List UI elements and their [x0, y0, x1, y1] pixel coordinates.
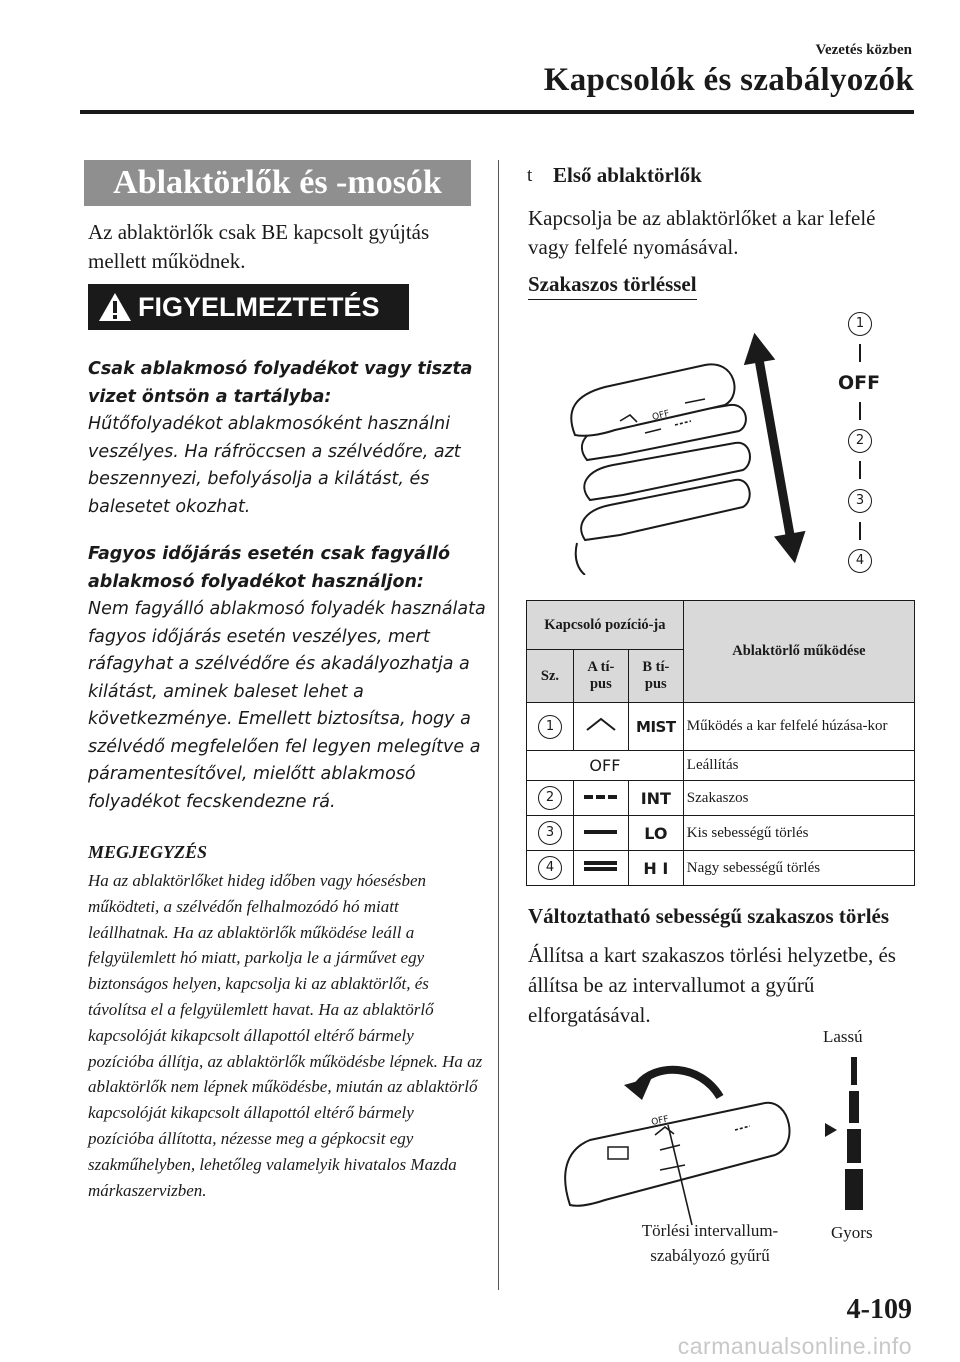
row-number-marker: 4: [538, 856, 562, 880]
type-b-symbol: LO: [628, 816, 683, 851]
row-number-marker: 2: [538, 786, 562, 810]
position-1-marker: 1: [848, 312, 872, 336]
warning-item-2: [88, 541, 488, 816]
intermittent-dashes-icon: [582, 792, 620, 802]
operation-text: Leállítás: [683, 751, 914, 781]
ring-label: Törlési intervallum-szabályozó gyűrű: [641, 1221, 779, 1265]
switch-position-table: [526, 600, 915, 886]
table-header-no: Sz.: [527, 650, 574, 703]
type-b-symbol: H I: [628, 851, 683, 886]
speed-scale-icon: [823, 1055, 868, 1215]
note-text: Ha az ablaktörlőket hideg időben vagy hóesésben működteti, a szélvédőn felhalmozódó hó miatt leállhatnak. Ha az ablaktörlők működése leáll a felgyülemlett hó miatt, parkolja le a járművet egy biztonságos helyen, kapcsolja ki az ablaktörlőt, és távolítsa el a felgyülemlett havat. Ha az ablaktörlő kapcsolóját kikapcsolt állapottól eltérő bármely pozícióba állítja, az ablaktörlők működésbe lépnek. Ha az ablaktörlők nem lépnek működésbe, miután az ablaktörlő kapcsolóját kikapcsolt állapottól eltérő bármely pozícióba állította, nézesse meg a gépkocsit egy szakműhelyben, lehetőleg valamelyik hivatalos Mazda márkaszervizben.: [88, 871, 483, 1200]
operation-text: Működés a kar felfelé húzása-kor: [683, 703, 914, 751]
warning-triangle-icon: [98, 292, 132, 322]
type-b-symbol: MIST: [628, 703, 683, 751]
lever-off-label: OFF: [651, 408, 671, 423]
position-4-marker: 4: [848, 549, 872, 573]
mist-chevron-icon: [584, 716, 618, 732]
section-heading-intermittent: Szakaszos törléssel: [528, 272, 697, 300]
table-header-position: Kapcsoló pozíció-ja: [527, 601, 684, 650]
note-title: MEGJEGYZÉS: [88, 842, 208, 862]
operation-text: Nagy sebességű törlés: [683, 851, 914, 886]
table-row: [527, 781, 915, 816]
position-arrow-2: [859, 402, 861, 420]
operation-text: Szakaszos: [683, 781, 914, 816]
type-b-symbol: INT: [628, 781, 683, 816]
position-arrow-3: [859, 461, 861, 479]
page-number: 4-109: [846, 1294, 912, 1325]
row-number-marker: 3: [538, 821, 562, 845]
interval-ring-diagram: [560, 1055, 820, 1230]
table-header-type-b: B tí-pus: [628, 650, 683, 703]
table-header-operation: Ablaktörlő működése: [683, 601, 914, 703]
table-row: [527, 816, 915, 851]
page-title: Kapcsolók és szabályozók: [543, 62, 914, 98]
warning-item-1-title: Csak ablakmosó folyadékot vagy tiszta vizet öntsön a tartályba:: [88, 359, 473, 407]
section-title: Ablaktörlők és -mosók: [84, 160, 471, 206]
high-speed-bars-icon: [582, 859, 620, 873]
table-header-type-a: A tí-pus: [573, 650, 628, 703]
table-row: [527, 851, 915, 886]
row-number-marker: 1: [538, 715, 562, 739]
table-row: [527, 703, 915, 751]
off-cell: OFF: [527, 751, 684, 781]
wiper-lever-diagram: [565, 325, 815, 575]
warning-item-2-title: Fagyos időjárás esetén csak fagyálló ablakmosó folyadékot használjon:: [88, 544, 450, 592]
chapter-title: Vezetés közben: [815, 42, 912, 58]
header-rule: [80, 110, 914, 114]
position-3-marker: 3: [848, 489, 872, 513]
watermark: carmanualsonline.info: [677, 1333, 912, 1359]
warning-banner: [88, 284, 409, 330]
paragraph-1: Kapcsolja be az ablaktörlőket a kar lefelé vagy felfelé nyomásával.: [528, 206, 876, 259]
subheading: Első ablaktörlők: [553, 163, 702, 187]
column-divider: [498, 160, 499, 1290]
slow-label: Lassú: [823, 1027, 863, 1046]
low-speed-bar-icon: [582, 827, 620, 837]
warning-item-1-text: Hűtőfolyadékot ablakmosóként használni veszélyes. Ha ráfröccsen a szélvédőre, azt beszennyezi, befolyásolja a kilátást, és balesetet okozhat.: [88, 414, 461, 517]
warning-item-1: [88, 356, 488, 521]
variable-intermittent-heading: Változtatható sebességű szakaszos törlés: [528, 904, 890, 928]
paragraph-2: Állítsa a kart szakaszos törlési helyzetbe, és állítsa be az intervallumot a gyűrű elforgatásával.: [528, 943, 896, 1027]
operation-text: Kis sebességű törlés: [683, 816, 914, 851]
ring-off-label: OFF: [650, 1114, 670, 1128]
position-arrow-1: [859, 344, 861, 362]
warning-item-2-text: Nem fagyálló ablakmosó folyadék használata fagyos időjárás esetén veszélyes, mert ráfagyhat a szélvédőre és akadályozhatja a kilátást, aminek baleset lehet a következménye. Emellett biztosítsa, hogy a szélvédő megfelelően fel legyen melegítve a páramentesítővel, mielőtt ablakmosó folyadékot fecskendezne rá.: [88, 599, 486, 812]
bullet-marker: t: [527, 165, 533, 186]
intro-text: Az ablaktörlők csak BE kapcsolt gyújtás mellett működnek.: [88, 220, 430, 273]
position-2-marker: 2: [848, 429, 872, 453]
fast-label: Gyors: [831, 1223, 873, 1242]
warning-label: FIGYELMEZTETÉS: [138, 292, 380, 322]
position-arrow-4: [859, 522, 861, 540]
table-row: [527, 751, 915, 781]
position-off-label: OFF: [838, 372, 881, 394]
